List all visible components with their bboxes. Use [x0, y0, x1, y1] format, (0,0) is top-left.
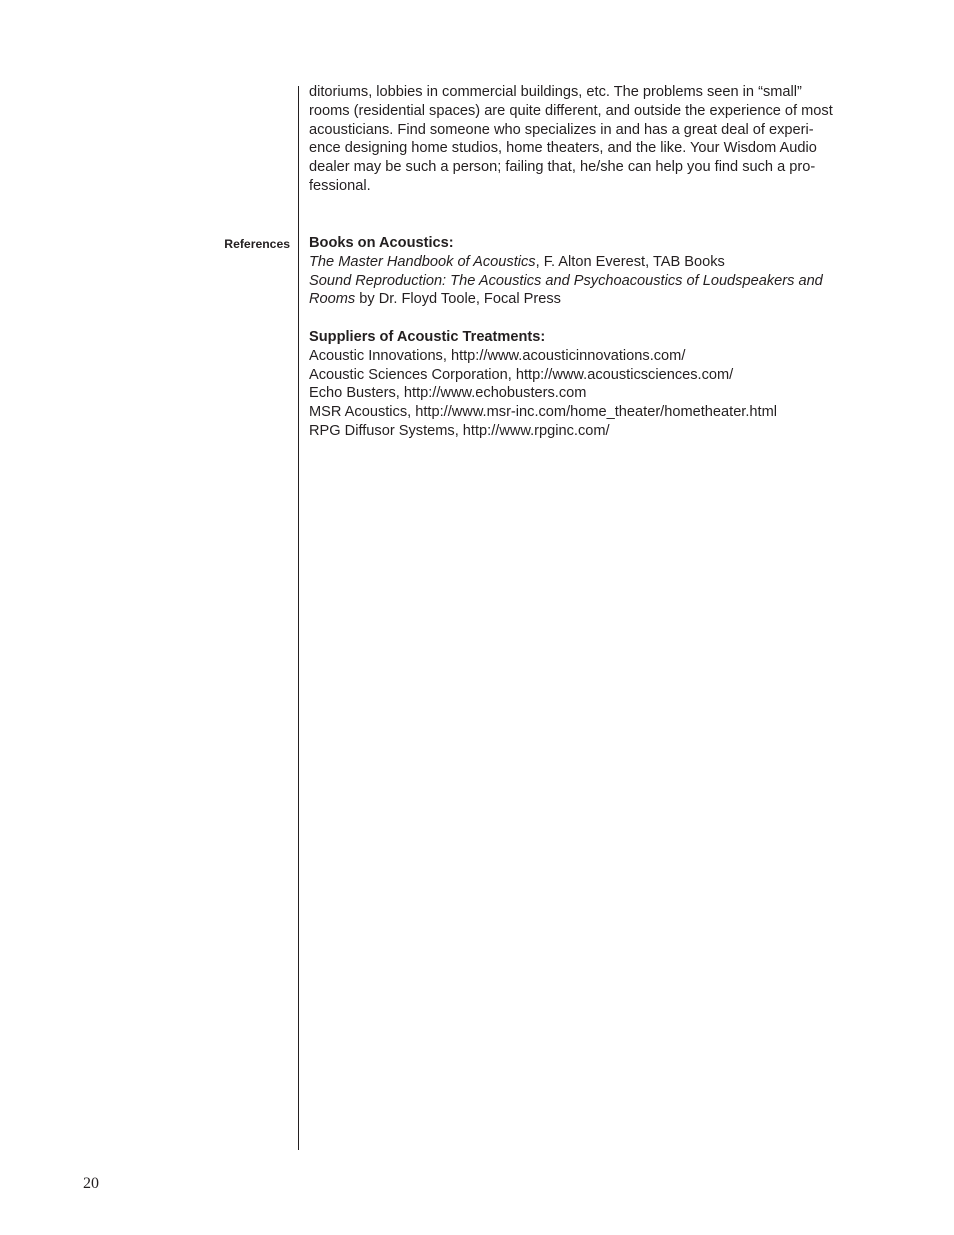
- intro-line: dealer may be such a person; failing that, he/she can help you find such a pro-: [309, 159, 816, 176]
- intro-line: ditoriums, lobbies in commercial buildings, etc. The problems seen in “small”: [309, 84, 802, 100]
- suppliers-heading: Suppliers of Acoustic Treatments:: [309, 328, 546, 345]
- supplier-entry: Acoustic Sciences Corporation, http://www.acousticsciences.com/: [309, 366, 734, 383]
- intro-line: acousticians. Find someone who specializes in and has a great deal of experi-: [309, 121, 814, 138]
- book-details: by Dr. Floyd Toole, Focal Press: [355, 291, 561, 308]
- book-details: , F. Alton Everest, TAB Books: [535, 253, 725, 270]
- references-side-label: References: [224, 237, 290, 251]
- supplier-entry: MSR Acoustics, http://www.msr-inc.com/home_theater/hometheater.html: [309, 404, 777, 421]
- supplier-entry: Acoustic Innovations, http://www.acousticinnovations.com/: [309, 347, 686, 364]
- margin-rule: [298, 86, 299, 1150]
- books-heading: Books on Acoustics:: [309, 235, 454, 251]
- supplier-entry: RPG Diffusor Systems, http://www.rpginc.com/: [309, 422, 610, 439]
- intro-paragraph: [309, 83, 854, 196]
- intro-line: ence designing home studios, home theaters, and the like. Your Wisdom Audio: [309, 140, 817, 157]
- book-entry: [309, 290, 854, 309]
- page-number: 20: [83, 1175, 99, 1192]
- book-title: Sound Reproduction: The Acoustics and Psychoacoustics of Loudspeakers and: [309, 272, 823, 289]
- intro-line: fessional.: [309, 177, 371, 194]
- book-title: Rooms: [309, 291, 356, 308]
- references-section: [309, 234, 854, 441]
- books-block: [309, 234, 854, 309]
- supplier-entry: Echo Busters, http://www.echobusters.com: [309, 385, 587, 402]
- intro-line: rooms (residential spaces) are quite different, and outside the experience of most: [309, 102, 833, 119]
- book-title: The Master Handbook of Acoustics: [309, 253, 536, 270]
- suppliers-block: [309, 328, 854, 441]
- book-entry: [309, 253, 854, 272]
